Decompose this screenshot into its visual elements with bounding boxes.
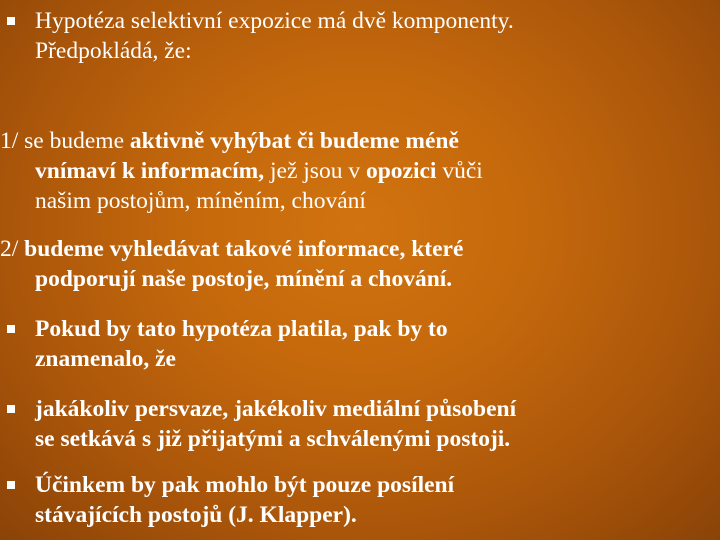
bullet-c-line-1: Účinkem by pak mohlo být pouze posílení xyxy=(35,472,455,498)
point-2-line-2: podporují naše postoje, mínění a chování. xyxy=(35,266,453,292)
point-2-bold-1: budeme vyhledávat takové informace, které xyxy=(24,236,464,262)
point-1-emphasis-2: vnímaví k informacím, xyxy=(35,158,265,184)
point-1-mid: jež jsou v xyxy=(264,158,366,184)
point-1-line-1 xyxy=(0,126,716,156)
point-1-line-3: našim postojům, míněním, chování xyxy=(35,188,366,214)
intro-line-2: Předpokládá, že: xyxy=(35,38,192,64)
bullet-a-paragraph xyxy=(0,314,716,374)
bullet-a-line-1: Pokud by tato hypotéza platila, pak by to xyxy=(35,316,448,342)
point-1-paragraph xyxy=(0,126,716,216)
bullet-c-paragraph xyxy=(0,470,716,530)
bullet-b-line-1: jakákoliv persvaze, jakékoliv mediální působení xyxy=(35,396,517,422)
intro-line-1: Hypotéza selektivní expozice má dvě komponenty. xyxy=(35,8,514,34)
bullet-b-line-2: se setkává s již přijatými a schválenými postoji. xyxy=(35,426,511,452)
point-1-emphasis-3: opozici xyxy=(365,158,437,184)
point-1-suffix: vůči xyxy=(436,158,483,184)
point-2-paragraph xyxy=(0,234,716,294)
point-1-emphasis-1: aktivně vyhýbat či budeme méně xyxy=(129,128,459,154)
bullet-a-line-2: znamenalo, že xyxy=(35,346,176,372)
intro-paragraph xyxy=(0,6,716,66)
point-1-line-2 xyxy=(0,156,716,186)
point-2-line-1 xyxy=(0,234,716,264)
bullet-c-line-2: stávajících postojů (J. Klapper). xyxy=(35,502,357,528)
bullet-b-paragraph xyxy=(0,394,716,454)
point-1-prefix: 1/ se budeme xyxy=(0,128,130,154)
point-2-prefix: 2/ xyxy=(0,236,25,262)
